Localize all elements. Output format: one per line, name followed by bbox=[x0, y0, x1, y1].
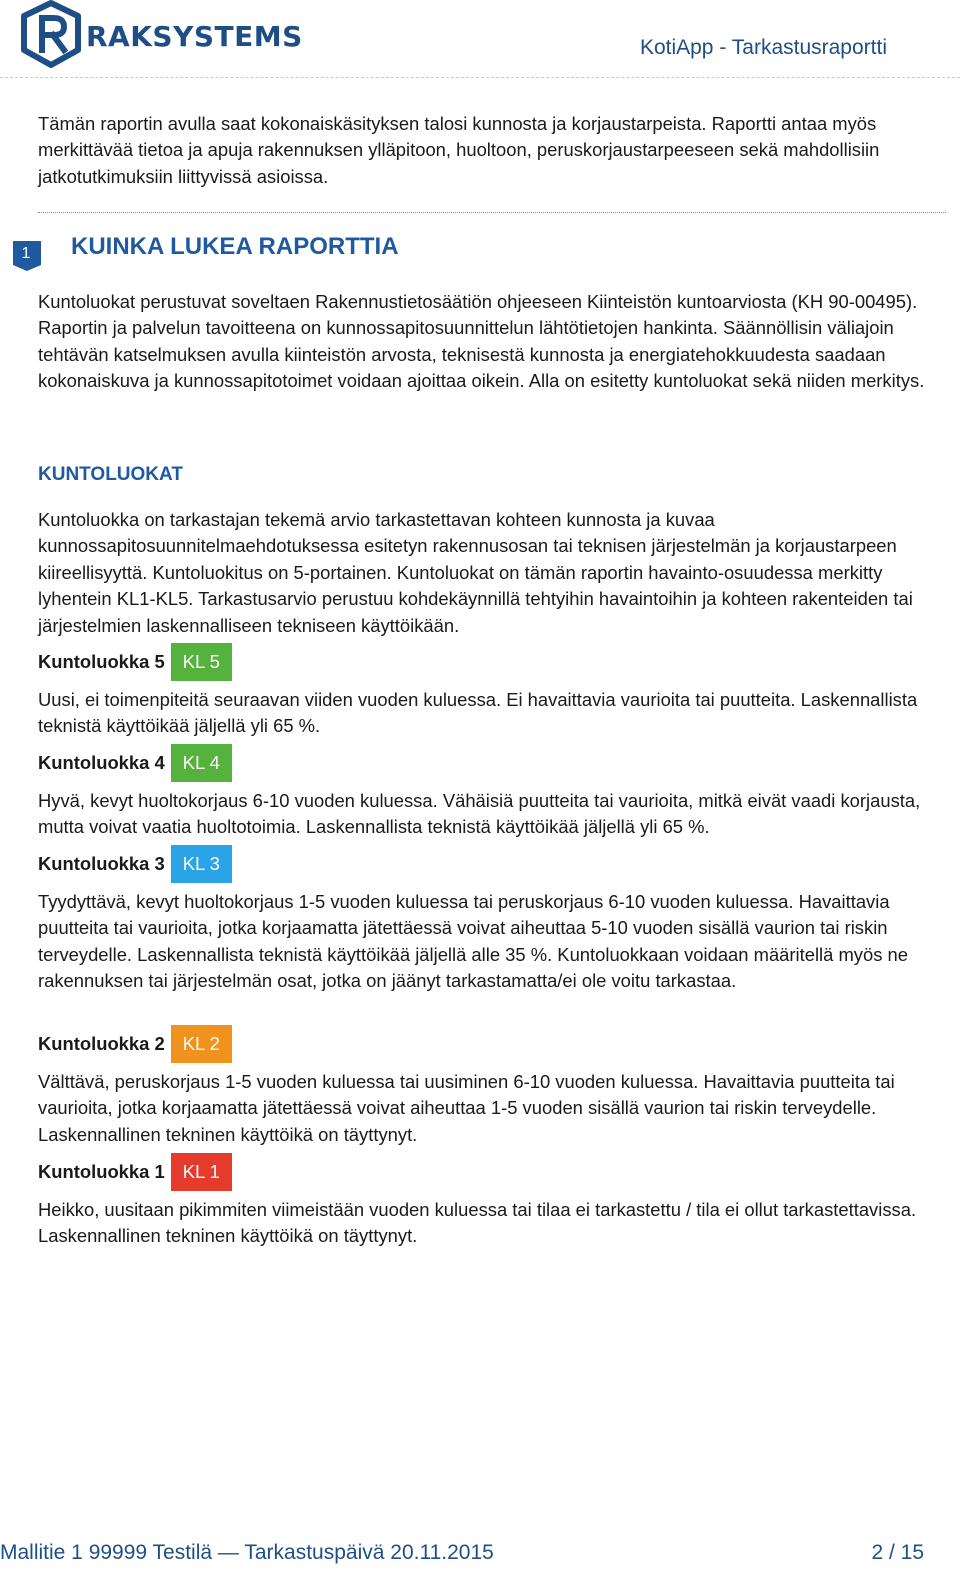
condition-class-badge: KL 3 bbox=[171, 845, 232, 883]
condition-class-description: Uusi, ei toimenpiteitä seuraavan viiden vuoden kuluessa. Ei havaittavia vaurioita tai puutteita. Laskennallista teknistä käyttöikää jäljellä yli 65 %. bbox=[38, 689, 918, 737]
condition-class-label: Kuntoluokka 4 bbox=[38, 752, 165, 773]
condition-class-badge: KL 1 bbox=[171, 1153, 232, 1191]
condition-class-description: Hyvä, kevyt huoltokorjaus 6-10 vuoden kuluessa. Vähäisiä puutteita tai vaurioita, mitkä eivät vaadi korjausta, mutta voivat vaatia huoltotoimia. Laskennallista teknistä käyttöikää jäljellä yli 65 %. bbox=[38, 790, 921, 838]
condition-class-row bbox=[38, 744, 232, 782]
condition-class-row bbox=[38, 1153, 232, 1191]
company-logo bbox=[20, 0, 303, 68]
condition-class-label: Kuntoluokka 2 bbox=[38, 1033, 165, 1054]
condition-class-description: Heikko, uusitaan pikimmiten viimeistään vuoden kuluessa tai tilaa ei tarkastettu / tila ei ollut tarkastettavissa. Laskennallinen tekninen käyttöikä on täyttynyt. bbox=[38, 1199, 917, 1247]
condition-class-description: Välttävä, peruskorjaus 1-5 vuoden kuluessa tai uusiminen 6-10 vuoden kuluessa. Havaittavia puutteita tai vaurioita, jotka korjaamatta jätettäessä voivat aiheuttaa 1-5 vuoden sisällä vaurion tai riskin terveydelle. Laskennallinen tekninen käyttöikä on täyttynyt. bbox=[38, 1071, 895, 1145]
condition-class-label: Kuntoluokka 1 bbox=[38, 1161, 165, 1182]
header-divider bbox=[0, 77, 960, 78]
intro-paragraph: Tämän raportin avulla saat kokonaiskäsityksen talosi kunnosta ja korjaustarpeista. Raportti antaa myös merkittävää tietoa ja apuja rakennuksen ylläpitoon, huoltoon, peruskorjaustarpeeseen sekä mahdollisiin jatkotutkimuksiin liittyvissä asioissa. bbox=[38, 113, 880, 187]
report-title: KotiApp - Tarkastusraportti bbox=[639, 36, 887, 59]
kuntoluokat-heading: KUNTOLUOKAT bbox=[38, 464, 183, 485]
condition-class-label: Kuntoluokka 3 bbox=[38, 853, 165, 874]
footer-address: Mallitie 1 99999 Testilä — Tarkastuspäivä 20.11.2015 bbox=[0, 1541, 494, 1564]
raksystems-logo-icon bbox=[20, 0, 82, 68]
page-number: 2 / 15 bbox=[871, 1541, 924, 1564]
logo-text: RAKSYSTEMS bbox=[86, 19, 303, 53]
section-title: KUINKA LUKEA RAPORTTIA bbox=[71, 233, 399, 260]
condition-class-row bbox=[38, 1025, 232, 1063]
section-number: 1 bbox=[21, 245, 31, 262]
condition-class-row bbox=[38, 643, 232, 681]
section-divider bbox=[38, 212, 946, 213]
condition-class-badge: KL 5 bbox=[171, 643, 232, 681]
condition-class-badge: KL 2 bbox=[171, 1025, 232, 1063]
condition-class-row bbox=[38, 845, 232, 883]
section-body: Kuntoluokat perustuvat soveltaen Rakennustietosäätiön ohjeeseen Kiinteistön kuntoarviosta (KH 90-00495). Raportin ja palvelun tavoitteena on kunnossapitosuunnittelun lähtötietojen hankinta. Säännöllisin väliajoin tehtävän katselmuksen avulla kiinteistön arvosta, teknisestä kunnosta ja energiatehokkuudesta saadaan kokonaiskuva ja kunnossapitotoimet voidaan ajoittaa oikein. Alla on esitetty kuntoluokat sekä niiden merkitys. bbox=[38, 291, 925, 392]
kuntoluokat-intro: Kuntoluokka on tarkastajan tekemä arvio tarkastettavan kohteen kunnosta ja kuvaa kunnossapitosuunnitelmaehdotuksessa esitetyn rakennusosan tai teknisen järjestelmän ja korjaustarpeen kiireellisyyttä. Kuntoluokitus on 5-portainen. Kuntoluokat on tämän raportin havainto-osuudessa merkitty lyhentein KL1-KL5. Tarkastusarvio perustuu kohdekäynnillä tehtyihin havaintoihin ja kohteen rakenteiden tai järjestelmien laskennalliseen tekniseen käyttöikään. bbox=[38, 509, 913, 636]
condition-class-label: Kuntoluokka 5 bbox=[38, 651, 165, 672]
condition-class-description: Tyydyttävä, kevyt huoltokorjaus 1-5 vuoden kuluessa tai peruskorjaus 6-10 vuoden kuluessa. Havaittavia puutteita tai vaurioita, jotka korjaamatta jätettäessä voivat aiheuttaa 5-10 vuoden sisällä vaurion tai riskin terveydelle. Laskennallista teknistä käyttöikää jäljellä alle 35 %. Kuntoluokkaan voidaan määritellä myös ne rakennuksen tai järjestelmän osat, jotka on jäänyt tarkastamatta/ei ole voitu tarkastaa. bbox=[38, 891, 908, 992]
condition-class-badge: KL 4 bbox=[171, 744, 232, 782]
page-header bbox=[0, 0, 960, 78]
